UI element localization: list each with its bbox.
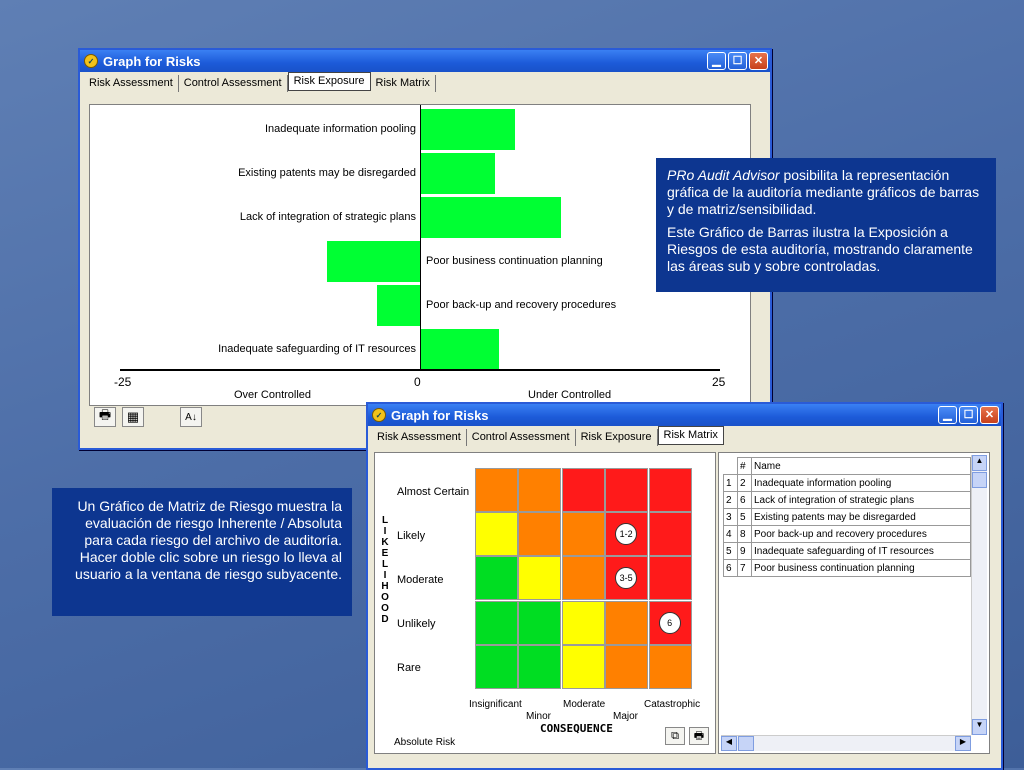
export-button[interactable]: ▦ — [122, 407, 144, 427]
tab-risk-exposure[interactable]: Risk Exposure — [288, 72, 371, 91]
matrix-cell[interactable] — [562, 468, 605, 512]
likelihood-unlikely: Unlikely — [397, 618, 436, 630]
exposure-bar — [420, 153, 495, 194]
column-header-name[interactable]: Name — [752, 458, 971, 475]
tick-label: 25 — [712, 375, 726, 389]
matrix-cell[interactable] — [649, 468, 692, 512]
absolute-risk-label: Absolute Risk — [394, 737, 456, 748]
window-titlebar[interactable] — [80, 50, 770, 72]
exposure-bar — [327, 241, 420, 282]
xlabel-over-controlled: Over Controlled — [234, 389, 312, 401]
tab-bar — [80, 72, 770, 92]
likelihood-likely: Likely — [397, 530, 426, 542]
category-label: Lack of integration of strategic plans — [239, 211, 416, 223]
consequence-axis-label: CONSEQUENCE — [540, 722, 613, 735]
scroll-right-arrow-icon[interactable]: ▶ — [955, 736, 971, 751]
note-paragraph-1: PRo Audit Advisor posibilita la representación gráfica de la auditoría mediante gráficos de barras y de matriz/sensibilidad. — [667, 167, 980, 217]
table-row[interactable]: 6 7 Poor business continuation planning — [724, 560, 971, 577]
table-row[interactable]: 5 9 Inadequate safeguarding of IT resources — [724, 543, 971, 560]
matrix-cell[interactable] — [518, 645, 561, 689]
info-note-matrix — [52, 488, 352, 616]
matrix-cell[interactable] — [605, 601, 648, 645]
matrix-cell[interactable] — [475, 601, 518, 645]
risk-marker[interactable]: 1-2 — [615, 523, 637, 545]
tab-risk-exposure[interactable]: Risk Exposure — [576, 429, 658, 446]
table-row[interactable]: 4 8 Poor back-up and recovery procedures — [724, 526, 971, 543]
risk-exposure-chart — [89, 104, 751, 406]
tab-control-assessment[interactable]: Control Assessment — [179, 75, 288, 92]
category-label: Inadequate safeguarding of IT resources — [218, 343, 416, 355]
consequence-catastrophic: Catastrophic — [644, 699, 701, 710]
x-axis-line — [120, 369, 720, 371]
window-title: Graph for Risks — [391, 407, 489, 423]
xlabel-under-controlled: Under Controlled — [528, 389, 612, 401]
risk-matrix-panel — [374, 452, 716, 754]
matrix-cell[interactable] — [475, 556, 518, 600]
category-label: Inadequate information pooling — [264, 123, 416, 135]
table-row[interactable]: 2 6 Lack of integration of strategic plans — [724, 492, 971, 509]
risk-marker[interactable]: 6 — [659, 612, 681, 634]
scroll-up-arrow-icon[interactable]: ▲ — [972, 455, 987, 471]
app-icon: ✓ — [372, 408, 386, 422]
print-button[interactable]: 🖶 — [94, 407, 116, 427]
exposure-bar — [420, 329, 499, 370]
info-note-bar-chart — [656, 158, 996, 292]
column-header-number[interactable]: # — [738, 458, 752, 475]
matrix-cell[interactable] — [475, 645, 518, 689]
matrix-cell[interactable] — [475, 468, 518, 512]
tab-risk-assessment[interactable]: Risk Assessment — [84, 75, 179, 92]
tick-label: -25 — [114, 375, 132, 389]
matrix-cell[interactable] — [562, 645, 605, 689]
scroll-down-arrow-icon[interactable]: ▼ — [972, 719, 987, 735]
consequence-major: Major — [613, 711, 639, 722]
matrix-cell[interactable] — [605, 645, 648, 689]
matrix-cell[interactable] — [475, 512, 518, 556]
note-paragraph-2: Este Gráfico de Barras ilustra la Exposición a Riesgos de esta auditoría, mostrando claramente las áreas sub y sobre controladas. — [667, 224, 973, 274]
vertical-scrollbar[interactable] — [971, 455, 987, 735]
exposure-bar — [420, 197, 561, 238]
matrix-cell[interactable] — [562, 601, 605, 645]
tab-risk-matrix[interactable]: Risk Matrix — [658, 426, 724, 445]
horizontal-scrollbar[interactable] — [721, 735, 971, 751]
matrix-cell[interactable] — [518, 468, 561, 512]
consequence-moderate: Moderate — [563, 699, 606, 710]
likelihood-almost-certain: Almost Certain — [397, 486, 470, 498]
table-header-row — [724, 458, 971, 475]
app-icon: ✓ — [84, 54, 98, 68]
note-paragraph: Un Gráfico de Matriz de Riesgo muestra la evaluación de riesgo Inherente / Absoluta para cada riesgo del archivo de auditoría. Hacer doble clic sobre un riesgo lo lleva al usuario a la ventana de riesgo subyacente. — [75, 498, 342, 582]
tab-bar — [368, 426, 1001, 446]
category-label: Poor back-up and recovery procedures — [426, 299, 617, 311]
matrix-cell[interactable] — [518, 512, 561, 556]
risk-matrix-grid — [475, 468, 692, 689]
sort-az-button[interactable]: A↓ — [180, 407, 202, 427]
matrix-cell[interactable] — [605, 468, 648, 512]
risk-list-panel — [718, 452, 990, 754]
table-row[interactable]: 1 2 Inadequate information pooling — [724, 475, 971, 492]
likelihood-axis-label: L I K E L I H O O D — [381, 515, 389, 625]
exposure-bar — [420, 109, 515, 150]
copy-button[interactable]: ⧉ — [665, 727, 685, 745]
matrix-cell[interactable] — [518, 601, 561, 645]
close-button[interactable]: ✕ — [980, 406, 999, 424]
matrix-cell[interactable] — [518, 556, 561, 600]
tab-risk-assessment[interactable]: Risk Assessment — [372, 429, 467, 446]
matrix-cell[interactable] — [649, 512, 692, 556]
tab-risk-matrix[interactable]: Risk Matrix — [371, 75, 436, 92]
window-titlebar[interactable] — [368, 404, 1001, 426]
exposure-bar — [377, 285, 420, 326]
maximize-button[interactable]: ☐ — [728, 52, 747, 70]
likelihood-moderate: Moderate — [397, 574, 444, 586]
tab-control-assessment[interactable]: Control Assessment — [467, 429, 576, 446]
zero-axis-line — [420, 105, 421, 369]
category-label: Poor business continuation planning — [426, 255, 603, 267]
scroll-left-arrow-icon[interactable]: ◀ — [721, 736, 737, 751]
matrix-cell[interactable] — [649, 645, 692, 689]
maximize-button[interactable]: ☐ — [959, 406, 978, 424]
table-row[interactable]: 3 5 Existing patents may be disregarded — [724, 509, 971, 526]
scroll-thumb[interactable] — [738, 736, 754, 751]
consequence-insignificant: Insignificant — [469, 699, 522, 710]
minimize-button[interactable]: ▁ — [938, 406, 957, 424]
risk-table — [723, 457, 971, 577]
matrix-cell[interactable] — [562, 512, 605, 556]
risk-matrix-window — [366, 402, 1003, 770]
category-label: Existing patents may be disregarded — [238, 167, 416, 179]
scroll-thumb[interactable] — [972, 472, 987, 488]
close-button[interactable]: ✕ — [749, 52, 768, 70]
likelihood-rare: Rare — [397, 662, 421, 674]
matrix-cell[interactable] — [562, 556, 605, 600]
matrix-cell[interactable] — [649, 556, 692, 600]
window-title: Graph for Risks — [103, 53, 201, 69]
consequence-minor: Minor — [526, 711, 552, 722]
print-button[interactable]: 🖶 — [689, 727, 709, 745]
minimize-button[interactable]: ▁ — [707, 52, 726, 70]
risk-marker[interactable]: 3-5 — [615, 567, 637, 589]
tick-label: 0 — [414, 375, 421, 389]
